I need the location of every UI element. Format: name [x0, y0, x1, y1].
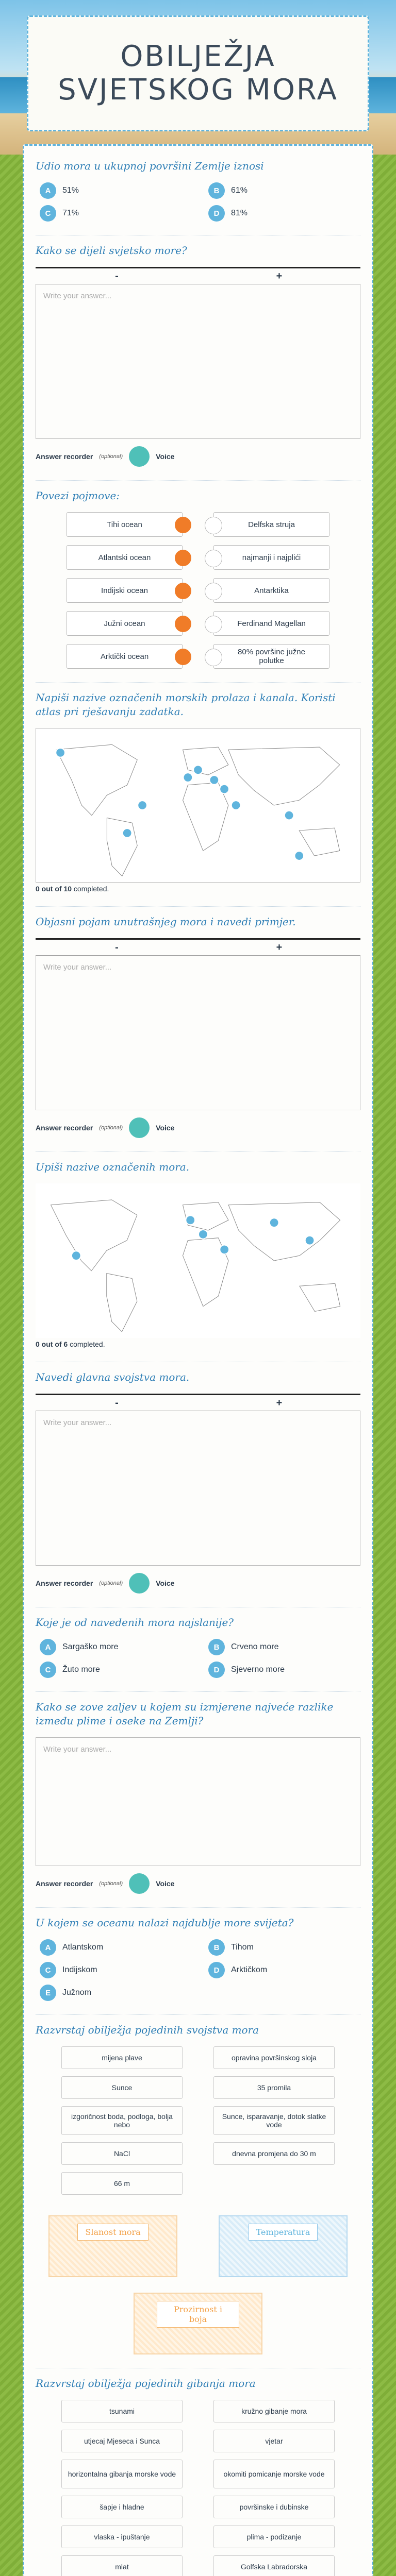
options	[36, 1939, 360, 2001]
drag-item[interactable]: dnevna promjena do 30 m	[213, 2142, 335, 2165]
world-map-image	[36, 728, 360, 882]
map-marker[interactable]	[193, 765, 203, 774]
drag-item[interactable]: izgoričnost boda, podloga, bolja nebo	[61, 2106, 183, 2135]
match-right-item[interactable]: 80% površine južne polutke	[213, 644, 329, 669]
increase-button[interactable]: +	[276, 1397, 283, 1409]
drag-item[interactable]: utjecaj Mjeseca i Sunca	[61, 2430, 183, 2452]
option-b[interactable]: B 61%	[208, 182, 356, 199]
question-text: Povezi pojmove:	[36, 489, 120, 502]
map-marker[interactable]	[186, 1215, 195, 1225]
drag-item[interactable]: NaCl	[61, 2142, 183, 2165]
map-marker[interactable]	[220, 1245, 229, 1254]
drop-bin[interactable]: Slanost mora	[48, 2215, 177, 2277]
question-6	[36, 1152, 360, 1362]
match-left-item[interactable]: Indijski ocean	[67, 578, 183, 603]
match-left-item[interactable]: Južni ocean	[67, 611, 183, 636]
question-text: Razvrstaj obilježja pojedinih svojstva mora	[36, 2024, 259, 2036]
map-marker[interactable]	[72, 1251, 81, 1260]
option-b[interactable]: B Tihom	[208, 1939, 356, 1956]
answer-recorder: Answer recorder (optional) Voice	[36, 1117, 360, 1138]
option-d[interactable]: D Sjeverno more	[208, 1662, 356, 1678]
match-left-item[interactable]: Atlantski ocean	[67, 545, 183, 570]
drag-item[interactable]: tsunami	[61, 2400, 183, 2422]
map-marker[interactable]	[56, 748, 65, 757]
drag-item[interactable]: šapje i hladne	[61, 2496, 183, 2518]
drag-items	[36, 2046, 360, 2195]
editor-toolbar	[36, 938, 360, 956]
match-left-item[interactable]: Tihi ocean	[67, 512, 183, 537]
match-right-item[interactable]: Antarktika	[213, 578, 329, 603]
option-c[interactable]: C 71%	[40, 205, 188, 222]
answer-recorder: Answer recorder (optional) Voice	[36, 1873, 360, 1894]
title-card	[27, 15, 369, 131]
question-text: Napiši nazive označenih morskih prolaza i kanala. Koristi atlas pri rješavanju zadatka.	[36, 691, 336, 718]
decrease-button[interactable]: -	[115, 941, 119, 953]
question-11	[36, 2015, 360, 2368]
question-3	[36, 481, 360, 683]
options	[36, 182, 360, 222]
drag-items	[36, 2400, 360, 2576]
drag-item[interactable]: Sunce, isparavanje, dotok slatke vode	[213, 2106, 335, 2135]
voice-record-button[interactable]	[129, 1117, 150, 1138]
map-marker[interactable]	[220, 785, 229, 794]
answer-textarea[interactable]: Write your answer...	[36, 1737, 360, 1866]
drag-item[interactable]: Golfska Labradorska	[213, 2555, 335, 2576]
question-text: Udio mora u ukupnoj površini Zemlje iznosi	[36, 160, 264, 172]
match-left-item[interactable]: Arktički ocean	[67, 644, 183, 669]
map-marker[interactable]	[285, 811, 294, 820]
answer-textarea[interactable]: Write your answer...	[36, 956, 360, 1110]
option-e[interactable]: E Južnom	[40, 1985, 188, 2001]
voice-record-button[interactable]	[129, 1873, 150, 1894]
drag-item[interactable]: vjetar	[213, 2430, 335, 2452]
drag-item[interactable]: kružno gibanje mora	[213, 2400, 335, 2422]
drop-bin[interactable]: Temperatura	[219, 2215, 348, 2277]
drag-item[interactable]: okomiti pomicanje morske vode	[213, 2460, 335, 2488]
option-c[interactable]: C Indijskom	[40, 1962, 188, 1978]
drop-bin[interactable]: Prozirnost i boja	[134, 2293, 262, 2354]
world-map-image	[36, 1183, 360, 1338]
map-marker[interactable]	[305, 1236, 315, 1245]
increase-button[interactable]: +	[276, 941, 283, 953]
question-text: Objasni pojam unutrašnjeg mora i navedi primjer.	[36, 916, 296, 928]
matching-grid	[36, 512, 360, 669]
match-right-item[interactable]: najmanji i najplići	[213, 545, 329, 570]
question-text: Koje je od navedenih mora najslanije?	[36, 1616, 234, 1629]
question-12	[36, 2368, 360, 2576]
editor-toolbar	[36, 1394, 360, 1411]
question-text: U kojem se oceanu nalazi najdublje more svijeta?	[36, 1917, 294, 1929]
editor-toolbar	[36, 267, 360, 284]
decrease-button[interactable]: -	[115, 270, 119, 282]
drop-bins	[36, 2215, 360, 2354]
answer-recorder: Answer recorder (optional) Voice	[36, 1573, 360, 1594]
question-text: Upiši nazive označenih mora.	[36, 1161, 190, 1173]
answer-textarea[interactable]: Write your answer...	[36, 1411, 360, 1566]
map-marker[interactable]	[294, 851, 304, 860]
progress-text: 0 out of 6 completed.	[36, 1340, 105, 1348]
drag-item[interactable]: plima - podizanje	[213, 2526, 335, 2548]
map-marker[interactable]	[123, 828, 132, 838]
world-map-straits	[36, 728, 360, 883]
question-2	[36, 235, 360, 481]
map-marker[interactable]	[184, 773, 193, 782]
question-text: Navedi glavna svojstva mora.	[36, 1371, 190, 1383]
match-right-item[interactable]: Ferdinand Magellan	[213, 611, 329, 636]
drag-item[interactable]: 66 m	[61, 2172, 183, 2195]
question-9	[36, 1692, 360, 1908]
question-text: Kako se dijeli svjetsko more?	[36, 244, 187, 257]
header-banner	[0, 0, 396, 155]
option-c[interactable]: C Žuto more	[40, 1662, 188, 1678]
worksheet	[23, 144, 373, 2576]
decrease-button[interactable]: -	[115, 1397, 119, 1409]
world-map-seas	[36, 1183, 360, 1338]
question-4	[36, 683, 360, 907]
drag-item[interactable]: opravina površinskog sloja	[213, 2046, 335, 2069]
match-right-item[interactable]: Delfska struja	[213, 512, 329, 537]
option-a[interactable]: A Sargaško more	[40, 1639, 188, 1655]
map-marker[interactable]	[138, 801, 147, 810]
question-8	[36, 1607, 360, 1692]
drag-item[interactable]: mlat	[61, 2555, 183, 2576]
map-marker[interactable]	[210, 775, 219, 785]
question-text: Razvrstaj obilježja pojedinih gibanja mora	[36, 2377, 256, 2389]
page-title: OBILJEŽJA SVJETSKOG MORA	[58, 40, 338, 107]
drag-item[interactable]: površinske i dubinske	[213, 2496, 335, 2518]
option-d[interactable]: D Arktičkom	[208, 1962, 356, 1978]
option-a[interactable]: A 51%	[40, 182, 188, 199]
progress-text: 0 out of 10 completed.	[36, 885, 109, 893]
drag-item[interactable]: vlaska - ipuštanje	[61, 2526, 183, 2548]
drag-item[interactable]: mijena plave	[61, 2046, 183, 2069]
answer-recorder: Answer recorder (optional) Voice	[36, 446, 360, 467]
map-marker[interactable]	[232, 801, 241, 810]
drag-item[interactable]: Sunce	[61, 2076, 183, 2099]
question-5	[36, 907, 360, 1152]
answer-textarea[interactable]: Write your answer...	[36, 284, 360, 439]
options	[36, 1639, 360, 1678]
question-1	[36, 151, 360, 235]
question-7	[36, 1362, 360, 1607]
voice-record-button[interactable]	[129, 446, 150, 467]
option-a[interactable]: A Atlantskom	[40, 1939, 188, 1956]
map-marker[interactable]	[199, 1230, 208, 1239]
map-marker[interactable]	[270, 1218, 279, 1227]
question-10	[36, 1908, 360, 2015]
drag-item[interactable]: 35 promila	[213, 2076, 335, 2099]
question-text: Kako se zove zaljev u kojem su izmjerene najveće razlike između plime i oseke na Zemlji?	[36, 1701, 334, 1727]
voice-record-button[interactable]	[129, 1573, 150, 1594]
option-b[interactable]: B Crveno more	[208, 1639, 356, 1655]
increase-button[interactable]: +	[276, 270, 283, 282]
option-d[interactable]: D 81%	[208, 205, 356, 222]
drag-item[interactable]: horizontalna gibanja morske vode	[61, 2460, 183, 2488]
